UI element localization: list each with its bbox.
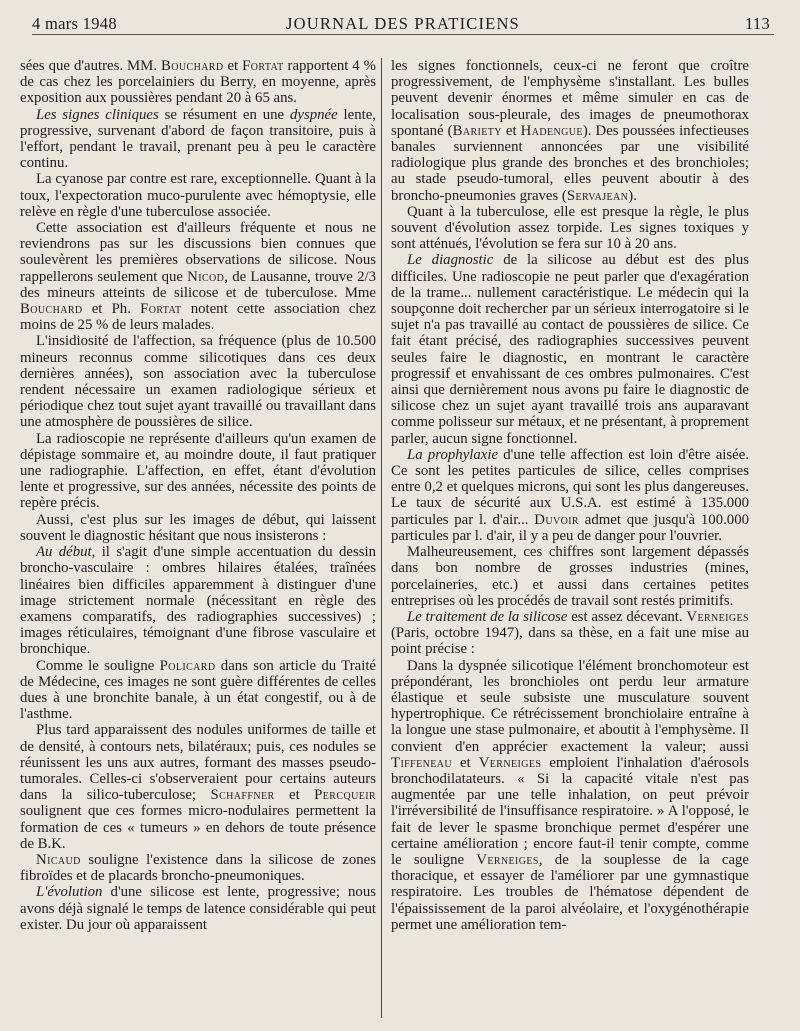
paragraph-clinical-signs: Les signes cliniques se résument en une dyspnée lente, progressive, survenant d'abord de façon transitoire, puis à l'effort, pendant le travail, prenant peu à peu le caractère continu. (20, 106, 376, 172)
running-header (32, 12, 774, 35)
paragraph-cyanosis: La cyanose par contre est rare, exceptionnelle. Quant à la toux, l'expectoration muco-purulente avec hémoptysie, elle relève en règle d'une tuberculose associée. (20, 171, 376, 220)
journal-title: JOURNAL DES PRATICIENS (286, 14, 520, 33)
left-column (20, 58, 376, 933)
paragraph-tuberculosis: Quant à la tuberculose, elle est presque la règle, le plus souvent d'évolution assez torpide. Les signes toxiques y sont atténués, l'évolution se fera sur 10 à 20 ans. (391, 203, 749, 253)
header-date: 4 mars 1948 (32, 14, 117, 33)
paragraph-association: Cette association est d'ailleurs fréquente et nous ne reviendrons pas sur les discussions bien connues que soulevèrent les premières observations de silicose. Nous rappellerons seulement que Nicod, de Lausanne, trouve 2/3 des mineurs atteints de silicose et de tuberculose. Mme Bouchard et Ph. Fortat notent cette association chez moins de 25 % de leurs malades. (20, 220, 376, 334)
paragraph-nicaud: Nicaud souligne l'existence dans la silicose de zones fibroïdes et de placards broncho-pneumoniques. (20, 851, 376, 885)
paragraph-continuation-right: les signes fonctionnels, ceux-ci ne feront que croître progressivement, de l'emphysème s'installant. Les bulles peuvent devenir énormes et même simuler en cas de localisation sous-pleurale, des images de pneumothorax spontané (Bariety et Hadengue). Des poussées infectieuses banales surviennent annoncées par une visibilité radiologique plus grande des bronches et des bronchioles; au stade pseudo-tumoral, elles peuvent aboutir à des broncho-pneumonies graves (Servajean). (391, 58, 750, 204)
paragraph-early-images: Aussi, c'est plus sur les images de début, qui laissent souvent le diagnostic hésitant que nous insisterons : (20, 511, 376, 544)
paragraph-dyspnea-mechanism: Dans la dyspnée silicotique l'élément bronchomoteur est prépondérant, les bronchioles ont perdu leur armature élastique et seule subsiste une musculature souvent hypertrophique. Ce rétrécissement bronchiolaire entraîne à la longue une stase pulmonaire, et aboutit à l'emphysème. Il convient d'en apprécier exactement la valeur; aussi Tiffeneau et Verneiges emploient l'inhalation d'aérosols bronchodilatateurs. « Si la capacité vitale n'est pas augmentée par une telle inhalation, on peut prévoir l'irréversibilité de l'insuffisance respiratoire. » A l'opposé, le fait de lever le spasme bronchique permet d'espérer une certaine amélioration ; encore faut-il tenir compte, comme le souligne Verneiges, de la souplesse de la cage thoracique, et essayer de l'améliorer par une gymnastique respiratoire. Les troubles de l'hématose dépendent de l'épaississement de la paroi alvéolaire, et l'oxygénothérapie permet une amélioration tem- (391, 657, 750, 933)
paragraph-diagnosis: Le diagnostic de la silicose au début est des plus difficiles. Une radioscopie ne peut parler que d'exagération de la trame... nullement caractéristique. Le médecin qui la soupçonne doit rechercher par un sérieux interrogatoire si le sujet n'a pas travaillé au contact de poussières de silice. Ce fait étant précisé, des radiographies successives peuvent seules faire le diagnostic, en montrant le caractère progressif et envahissant de ces ombres pulmonaires. C'est ainsi que dernièrement nous avons pu faire le diagnostic de silicose chez un sujet ayant travaillé trois ans auparavant comme polisseur sur métaux, et ne présentant, à proprement parler, aucun signe fonctionnel. (391, 252, 749, 447)
paragraph-prophylaxis: La prophylaxie d'une telle affection est loin d'être aisée. Ce sont les petites particules de silice, celles comprises entre 0,2 et quelques microns, qui sont les plus dangereuses. Le taux de sécurité aux U.S.A. est estimé à 135.000 particules par l. d'air... Duvoir admet que jusqu'à 100.000 particules par l. d'air, il y a peu de danger pour l'ouvrier. (391, 446, 749, 544)
right-column (391, 58, 749, 933)
paragraph-nodules: Plus tard apparaissent des nodules uniformes de taille et de densité, à contours nets, bilatéraux; puis, ces nodules se réunissent les uns aux autres, formant des masses pseudo-tumorales. Celles-ci s'observeraient pour certains auteurs dans la silico-tuberculose; Schaffner et Percqueir soulignent que ces formes micro-nodulaires permettent la formation de ces « tumeurs » en dehors de toute présence de B.K. (20, 722, 377, 852)
page-number: 113 (744, 14, 770, 33)
paragraph-continuation: sées que d'autres. MM. Bouchard et Fortat rapportent 4 % de cas chez les porcelainiers du Berry, en moyenne, après exposition aux poussières pendant 20 à 65 ans. (20, 58, 376, 107)
paragraph-radioscopy: La radioscopie ne représente d'ailleurs qu'un examen de dépistage sommaire et, au moindre doute, il faut pratiquer une radiographie. L'affection, en effet, étant d'évolution lente et progressive, sur des années, nécessite des points de repère précis. (20, 430, 376, 512)
column-divider (381, 58, 382, 1018)
paragraph-evolution: L'évolution d'une silicose est lente, progressive; nous avons déjà signalé le temps de latence considérable qui peut exister. Du jour où apparaissent (20, 884, 376, 933)
paragraph-figures: Malheureusement, ces chiffres sont largement dépassés dans bon nombre de grosses industries (mines, porcelaineries, etc.) et aussi dans certaines petites entreprises où les procédés de travail sont restés primitifs. (391, 544, 749, 609)
paragraph-treatment: Le traitement de la silicose est assez décevant. Verneiges (Paris, octobre 1947), dans sa thèse, en a fait une mise au point précise : (391, 608, 749, 658)
paragraph-insidiousness: L'insidiosité de l'affection, sa fréquence (plus de 10.500 mineurs reconnus comme silicotiques dans ces deux dernières années), son association avec la tuberculose rendent nécessaire un examen radiologique sérieux et périodique chez tout sujet ayant travaillé ou travaillant dans une atmosphère de poussières de silice. (20, 333, 376, 431)
paragraph-policard: Comme le souligne Policard dans son article du Traité de Médecine, ces images ne sont guère différentes de celles dues à une bronchite banale, à un état congestif, ou à de l'asthme. (20, 657, 376, 723)
paragraph-onset: Au début, il s'agit d'une simple accentuation du dessin broncho-vasculaire : ombres hilaires étalées, traînées linéaires bien difficiles apparemment à distinguer d'une image strictement normale (nécessitant en règle des examens comparatifs, des radiographies successives) ; images réticulaires, témoignant d'une fibrose vasculaire et bronchique. (20, 544, 376, 658)
